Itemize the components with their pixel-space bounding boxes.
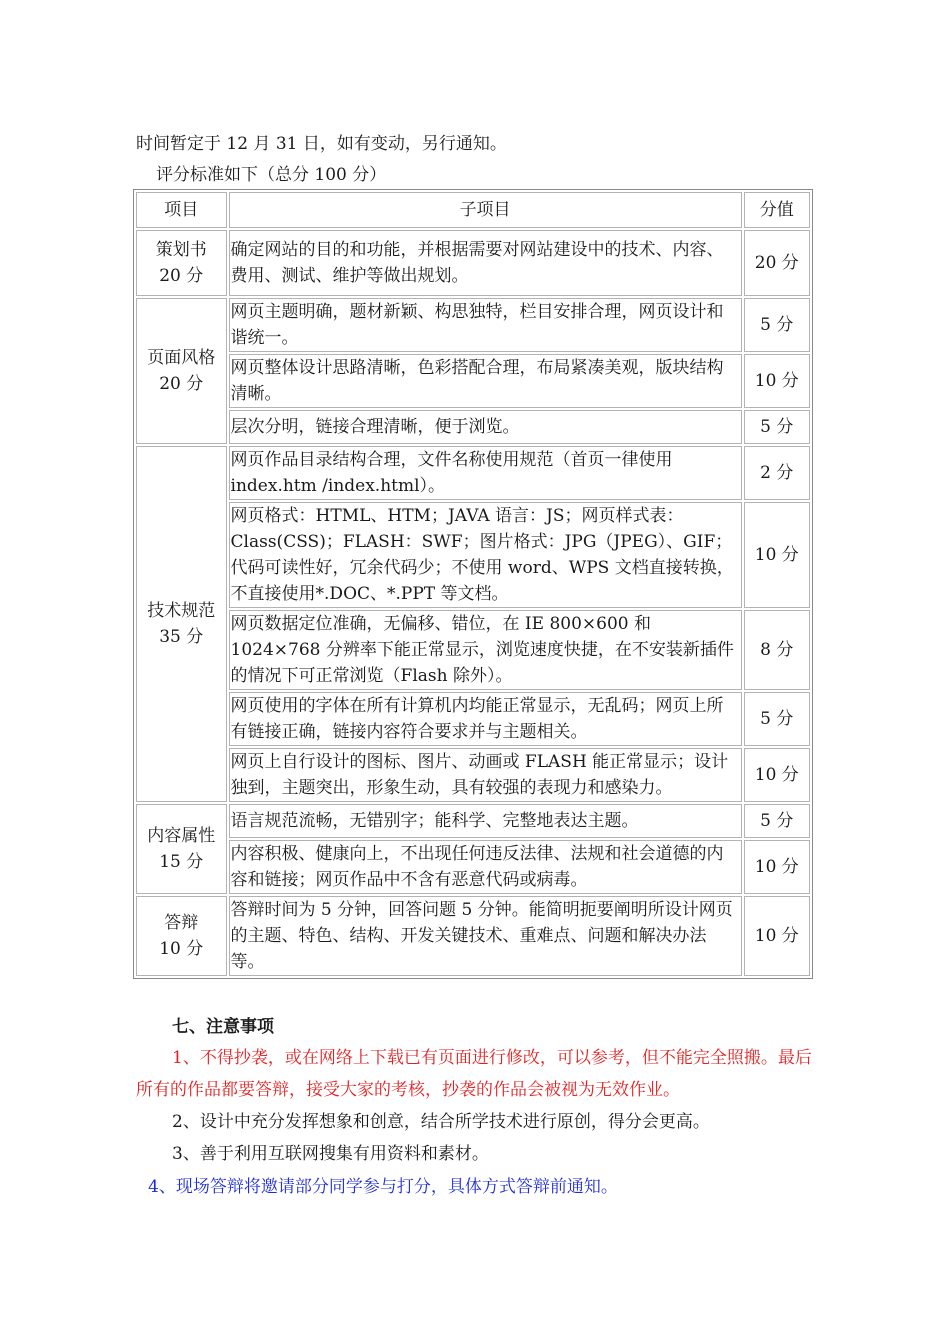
category-cell [136, 230, 227, 296]
category-name: 内容属性 [147, 826, 216, 846]
table-row [136, 410, 810, 444]
table-row [136, 354, 810, 408]
subitem-value: 8 分 [744, 610, 810, 690]
subitem-text: 语言规范流畅，无错别字；能科学、完整地表达主题。 [229, 804, 742, 838]
table-row [136, 748, 810, 802]
subitem-text: 网页使用的字体在所有计算机内均能正常显示，无乱码；网页上所有链接正确，链接内容符合要求并与主题相关。 [229, 692, 742, 746]
intro-text: 时间暂定于 12 月 31 日，如有变动，另行通知。 [136, 134, 507, 154]
category-name: 页面风格 [147, 348, 216, 368]
table-row [136, 502, 810, 608]
table-row [136, 804, 810, 838]
table-row [136, 230, 810, 296]
category-score: 15 分 [159, 852, 204, 872]
subitem-text: 网页整体设计思路清晰，色彩搭配合理，布局紧凑美观，版块结构清晰。 [229, 354, 742, 408]
subitem-text: 网页作品目录结构合理，文件名称使用规范（首页一律使用index.htm /index.html）。 [229, 446, 742, 500]
subitem-text: 内容积极、健康向上，不出现任何违反法律、法规和社会道德的内容和链接；网页作品中不含有恶意代码或病毒。 [229, 840, 742, 894]
category-name: 技术规范 [147, 601, 216, 621]
subitem-value: 5 分 [744, 410, 810, 444]
table-row [136, 610, 810, 690]
header-value: 分值 [744, 192, 810, 228]
subitem-value: 10 分 [744, 748, 810, 802]
subitem-value: 10 分 [744, 896, 810, 976]
subitem-text: 网页主题明确，题材新颖、构思独特，栏目安排合理，网页设计和谐统一。 [229, 298, 742, 352]
category-score: 20 分 [159, 374, 204, 394]
score-table [133, 189, 813, 979]
header-subitem: 子项目 [229, 192, 742, 228]
category-cell [136, 896, 227, 976]
subitem-value: 10 分 [744, 354, 810, 408]
category-cell [136, 446, 227, 802]
note-item: 3、善于利用互联网搜集有用资料和素材。 [172, 1144, 489, 1164]
subitem-text: 答辩时间为 5 分钟，回答问题 5 分钟。能简明扼要阐明所设计网页的主题、特色、结构、开发关键技术、重难点、问题和解决办法等。 [229, 896, 742, 976]
subitem-text: 确定网站的目的和功能，并根据需要对网站建设中的技术、内容、费用、测试、维护等做出规划。 [229, 230, 742, 296]
note-item: 4、现场答辩将邀请部分同学参与打分，具体方式答辩前通知。 [148, 1177, 618, 1197]
subitem-text: 网页格式：HTML、HTM；JAVA 语言：JS；网页样式表：Class(CSS)；FLASH：SWF；图片格式：JPG（JPEG）、GIF；代码可读性好，冗余代码少；不使用 word、WPS 文档直接转换，不直接使用*.DOC、*.PPT 等文档。 [229, 502, 742, 608]
subitem-value: 5 分 [744, 804, 810, 838]
subitem-value: 20 分 [744, 230, 810, 296]
subitem-text: 层次分明，链接合理清晰，便于浏览。 [229, 410, 742, 444]
table-row [136, 840, 810, 894]
subitem-value: 10 分 [744, 840, 810, 894]
criteria-caption: 评分标准如下（总分 100 分） [156, 165, 387, 185]
table-row [136, 446, 810, 500]
subitem-value: 10 分 [744, 502, 810, 608]
table-header-row [136, 192, 810, 228]
note-item: 1、不得抄袭，或在网络上下载已有页面进行修改，可以参考，但不能完全照搬。最后所有的作品都要答辩，接受大家的考核，抄袭的作品会被视为无效作业。 [136, 1048, 812, 1100]
category-score: 20 分 [159, 266, 204, 286]
header-category: 项目 [136, 192, 227, 228]
subitem-value: 2 分 [744, 446, 810, 500]
category-cell [136, 804, 227, 894]
subitem-text: 网页上自行设计的图标、图片、动画或 FLASH 能正常显示；设计独到，主题突出，形象生动，具有较强的表现力和感染力。 [229, 748, 742, 802]
table-row [136, 692, 810, 746]
category-name: 策划书 [155, 240, 207, 260]
note-item: 2、设计中充分发挥想象和创意，结合所学技术进行原创，得分会更高。 [172, 1112, 710, 1132]
category-name: 答辩 [164, 913, 199, 933]
category-score: 35 分 [159, 627, 204, 647]
subitem-value: 5 分 [744, 692, 810, 746]
subitem-value: 5 分 [744, 298, 810, 352]
table-row [136, 896, 810, 976]
table-row [136, 298, 810, 352]
category-score: 10 分 [159, 939, 204, 959]
category-cell [136, 298, 227, 444]
subitem-text: 网页数据定位准确，无偏移、错位，在 IE 800×600 和 1024×768 分辨率下能正常显示，浏览速度快捷，在不安装新插件的情况下可正常浏览（Flash 除外）。 [229, 610, 742, 690]
notes-heading: 七、注意事项 [172, 1017, 274, 1037]
